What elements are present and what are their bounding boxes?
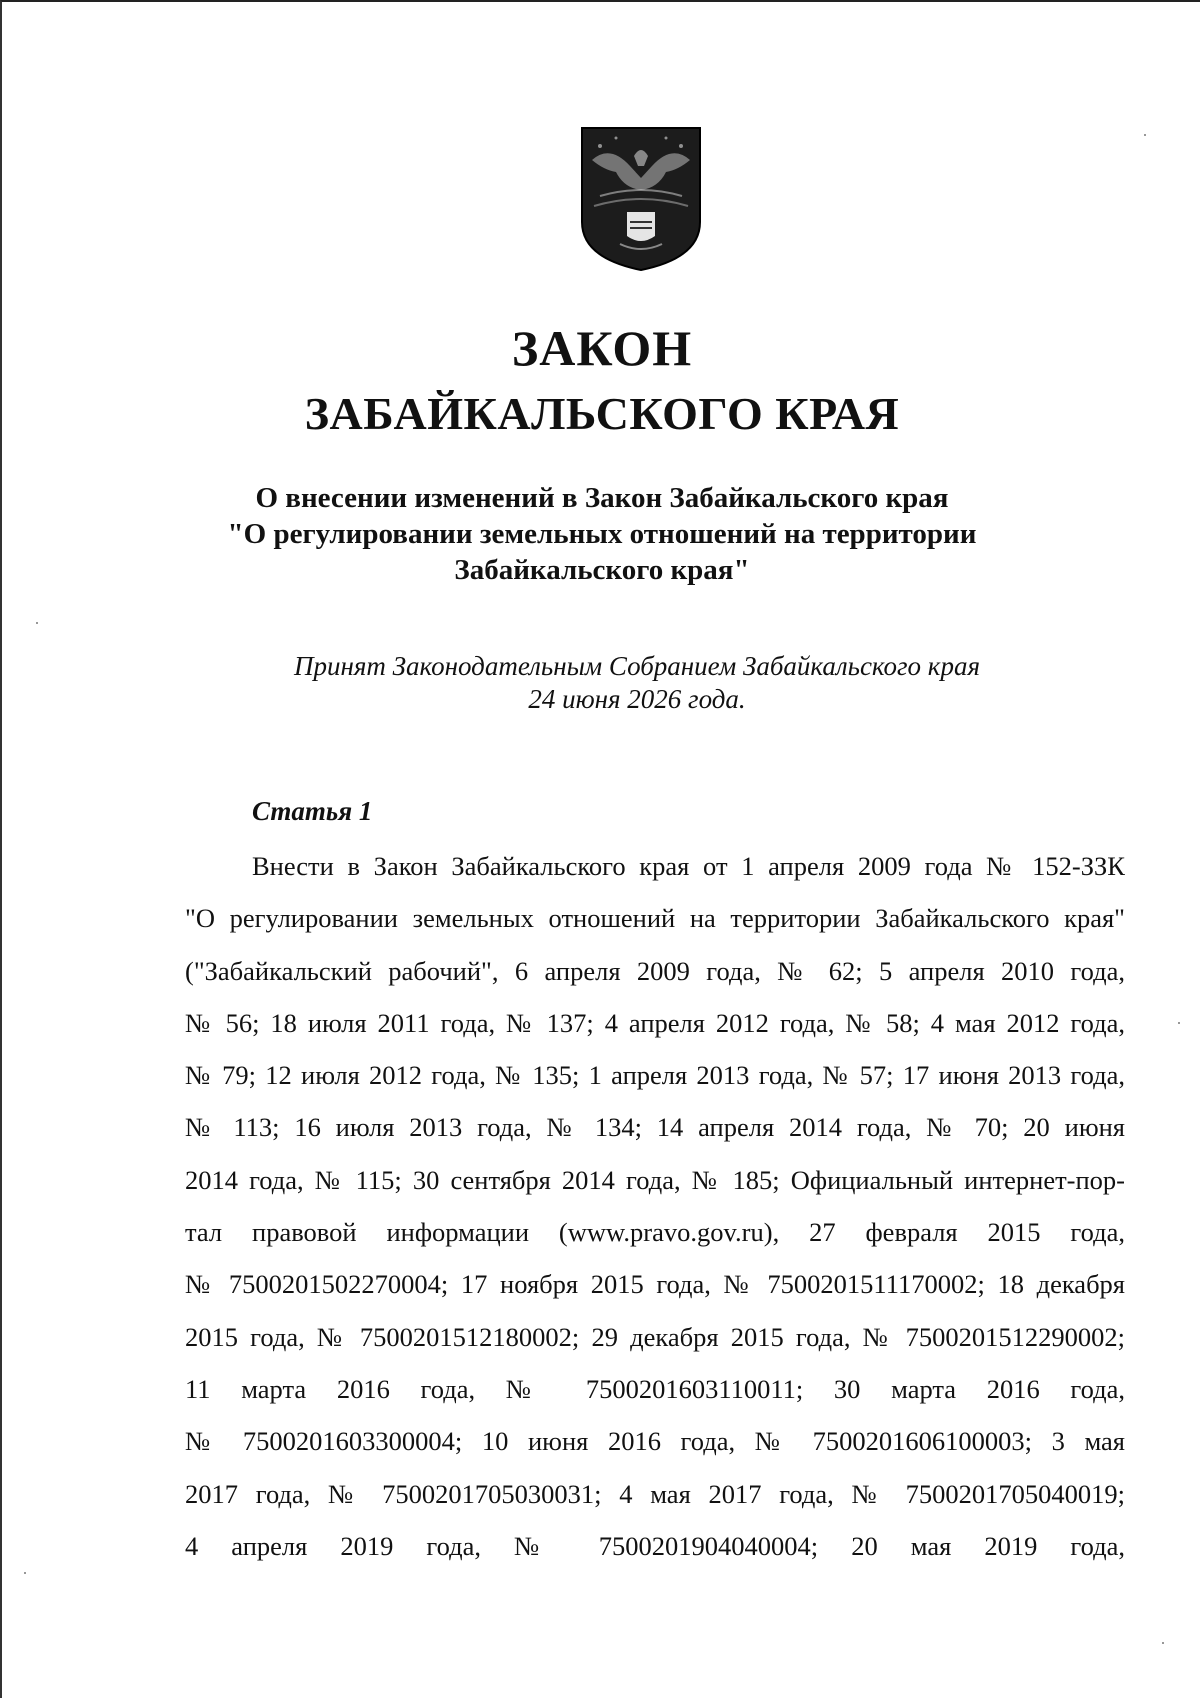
body-line: № 79; 12 июля 2012 года, № 135; 1 апреля 2013 года, № 57; 17 июня 2013 года, xyxy=(185,1060,1125,1091)
document-type-title: ЗАКОН xyxy=(511,320,693,376)
subtitle-line: Забайкальского края" xyxy=(454,554,750,586)
adoption-note xyxy=(252,650,1022,716)
body-line: Внести в Закон Забайкальского края от 1 апреля 2009 года № 152-ЗЗК xyxy=(252,851,1125,881)
subtitle-line: О внесении изменений в Закон Забайкальского края xyxy=(255,482,949,514)
body-line: 2015 года, № 7500201512180002; 29 декабря 2015 года, № 7500201512290002; xyxy=(185,1321,1125,1352)
body-line: 4 апреля 2019 года, № 7500201904040004; 20 мая 2019 года, xyxy=(185,1530,1125,1561)
scan-speck xyxy=(1144,134,1146,136)
scan-speck xyxy=(1162,1642,1164,1644)
body-line: № 7500201603300004; 10 июня 2016 года, № 7500201606100003; 3 мая xyxy=(185,1426,1125,1457)
article-heading: Статья 1 xyxy=(252,796,373,826)
scan-speck xyxy=(36,622,38,624)
body-line: "О регулировании земельных отношений на территории Забайкальского края" xyxy=(185,903,1125,934)
region-title: ЗАБАЙКАЛЬСКОГО КРАЯ xyxy=(304,388,900,439)
law-subtitle xyxy=(222,480,982,588)
article-body xyxy=(185,846,1125,1578)
scan-speck xyxy=(24,1572,26,1574)
body-line: ("Забайкальский рабочий", 6 апреля 2009 года, № 62; 5 апреля 2010 года, xyxy=(185,955,1125,986)
adoption-line: Принят Законодательным Собранием Забайкальского края xyxy=(293,651,980,681)
body-line: 2014 года, № 115; 30 сентября 2014 года, № 185; Официальный интернет-пор- xyxy=(185,1164,1125,1195)
adoption-date: 24 июня 2026 года. xyxy=(528,684,746,714)
body-line: № 113; 16 июля 2013 года, № 134; 14 апреля 2014 года, № 70; 20 июня xyxy=(185,1112,1125,1143)
body-line: № 7500201502270004; 17 ноября 2015 года, № 7500201511170002; 18 декабря xyxy=(185,1269,1125,1300)
body-line: 2017 года, № 7500201705030031; 4 мая 2017 года, № 7500201705040019; xyxy=(185,1478,1125,1509)
subtitle-line: "О регулировании земельных отношений на территории xyxy=(227,518,977,550)
body-line: 11 марта 2016 года, № 7500201603110011; 30 марта 2016 года, xyxy=(185,1373,1125,1404)
body-line: № 56; 18 июля 2011 года, № 137; 4 апреля 2012 года, № 58; 4 мая 2012 года, xyxy=(185,1007,1125,1038)
body-line: тал правовой информации (www.pravo.gov.ru), 27 февраля 2015 года, xyxy=(185,1217,1125,1248)
coat-of-arms-icon xyxy=(580,126,702,272)
scan-speck xyxy=(1178,1022,1180,1024)
